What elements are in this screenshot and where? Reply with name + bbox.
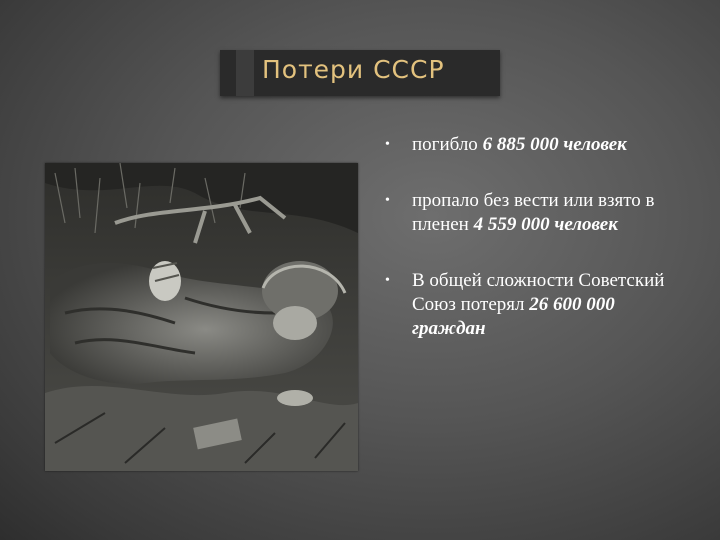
bullet-text: пропало без вести или взято в пленен <box>412 190 655 235</box>
bullet-value: 26 600 000 граждан <box>412 294 615 339</box>
war-photo-image <box>45 163 358 471</box>
bullet-marker: • <box>385 273 390 288</box>
bullet-marker: • <box>385 137 390 152</box>
title-accent <box>236 50 254 96</box>
slide-title: Потери СССР <box>262 55 445 84</box>
bullet-item-missing <box>380 189 680 237</box>
bullet-value: 4 559 000 человек <box>473 214 618 235</box>
bullet-value: 6 885 000 человек <box>482 134 627 155</box>
war-photo <box>45 163 358 471</box>
bullet-text: погибло <box>412 134 478 155</box>
bullet-item-total <box>380 269 680 341</box>
bullet-list <box>380 133 680 373</box>
bullet-item-killed <box>380 133 680 157</box>
bullet-marker: • <box>385 193 390 208</box>
bullet-text: В общей сложности Советский Союз потерял <box>412 270 665 315</box>
